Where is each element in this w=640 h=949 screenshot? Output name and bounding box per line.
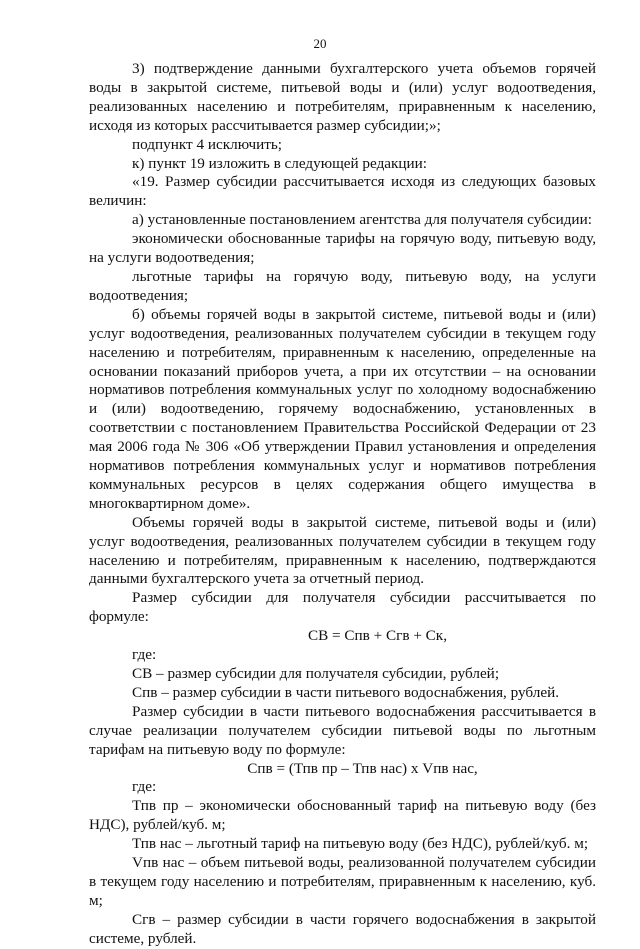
paragraph-item-b: б) объемы горячей воды в закрытой системе, питьевой воды и (или) услуг водоотведения, реализованных получателем субсидии в текущем году населению и потребителям, приравненным к населению, определенные на основании показаний приборов учета, а при их отсутствии – на основании нормативов потребления коммунальных услуг по холодному водоснабжению и (или) водоотведению, горячему водоснабжению, установленных в соответствии с постановлением Правительства Российской Федерации от 23 мая 2006 года № 306 «Об утверждении Правил установления и определения нормативов потребления коммунальных услуг и нормативов потребления коммунальных ресурсов в целях содержания общего имущества в многоквартирном доме». bbox=[89, 305, 596, 512]
definition-spv: Спв – размер субсидии в части питьевого водоснабжения, рублей. bbox=[132, 683, 560, 701]
document-body bbox=[89, 60, 596, 949]
definition-tpv-pr: Тпв пр – экономически обоснованный тариф на питьевую воду (без НДС), рублей/куб. м; bbox=[89, 797, 596, 834]
paragraph-formula-intro: Размер субсидии для получателя субсидии рассчитывается по формуле: bbox=[89, 589, 596, 626]
formula-spv: Спв = (Тпв пр – Тпв нас) х Vпв нас, bbox=[247, 759, 478, 777]
definition-tpv-nas: Тпв нас – льготный тариф на питьевую воду (без НДС), рублей/куб. м; bbox=[132, 835, 589, 853]
page-number: 20 bbox=[313, 36, 327, 51]
paragraph-economic-tariffs: экономически обоснованные тарифы на горячую воду, питьевую воду, на услуги водоотведения; bbox=[89, 230, 596, 267]
definition-sv: СВ – размер субсидии для получателя субсидии, рублей; bbox=[132, 665, 500, 682]
definition-sgv: Сгв – размер субсидии в части горячего водоснабжения в закрытой системе, рублей. bbox=[89, 910, 596, 947]
definition-vpv-nas: Vпв нас – объем питьевой воды, реализованной получателем субсидии в текущем году населению и потребителям, приравненным к населению, куб. м; bbox=[89, 854, 596, 909]
paragraph-subpoint-4-excluded: подпункт 4 исключить; bbox=[132, 135, 283, 153]
paragraph-point-19: «19. Размер субсидии рассчитывается исходя из следующих базовых величин: bbox=[89, 173, 596, 210]
where-label: где: bbox=[132, 778, 157, 796]
paragraph-subpoint-3: 3) подтверждение данными бухгалтерского учета объемов горячей воды в закрытой системе, питьевой воды и (или) услуг водоотведения, реализованных населению и потребителям, приравненным к населению, исходя из которых рассчитывается размер субсидии;»; bbox=[89, 60, 596, 134]
paragraph-preferential-tariffs: льготные тарифы на горячую воду, питьевую воду, на услуги водоотведения; bbox=[89, 267, 596, 304]
paragraph-point-k: к) пункт 19 изложить в следующей редакции: bbox=[132, 154, 428, 172]
paragraph-spv-calculation: Размер субсидии в части питьевого водоснабжения рассчитывается в случае реализации получателем субсидии питьевой воды по льготным тарифам на питьевую воду по формуле: bbox=[89, 702, 596, 758]
paragraph-item-a: а) установленные постановлением агентства для получателя субсидии: bbox=[132, 211, 592, 229]
where-label: где: bbox=[132, 646, 157, 664]
formula-total-subsidy: СВ = Спв + Сгв + Ск, bbox=[307, 627, 447, 645]
paragraph-volumes-confirmation: Объемы горячей воды в закрытой системе, питьевой воды и (или) услуг водоотведения, реализованных получателем субсидии в текущем году населению и потребителям, приравненным к населению, подтверждаются данными бухгалтерского учета за отчетный период. bbox=[89, 513, 596, 588]
